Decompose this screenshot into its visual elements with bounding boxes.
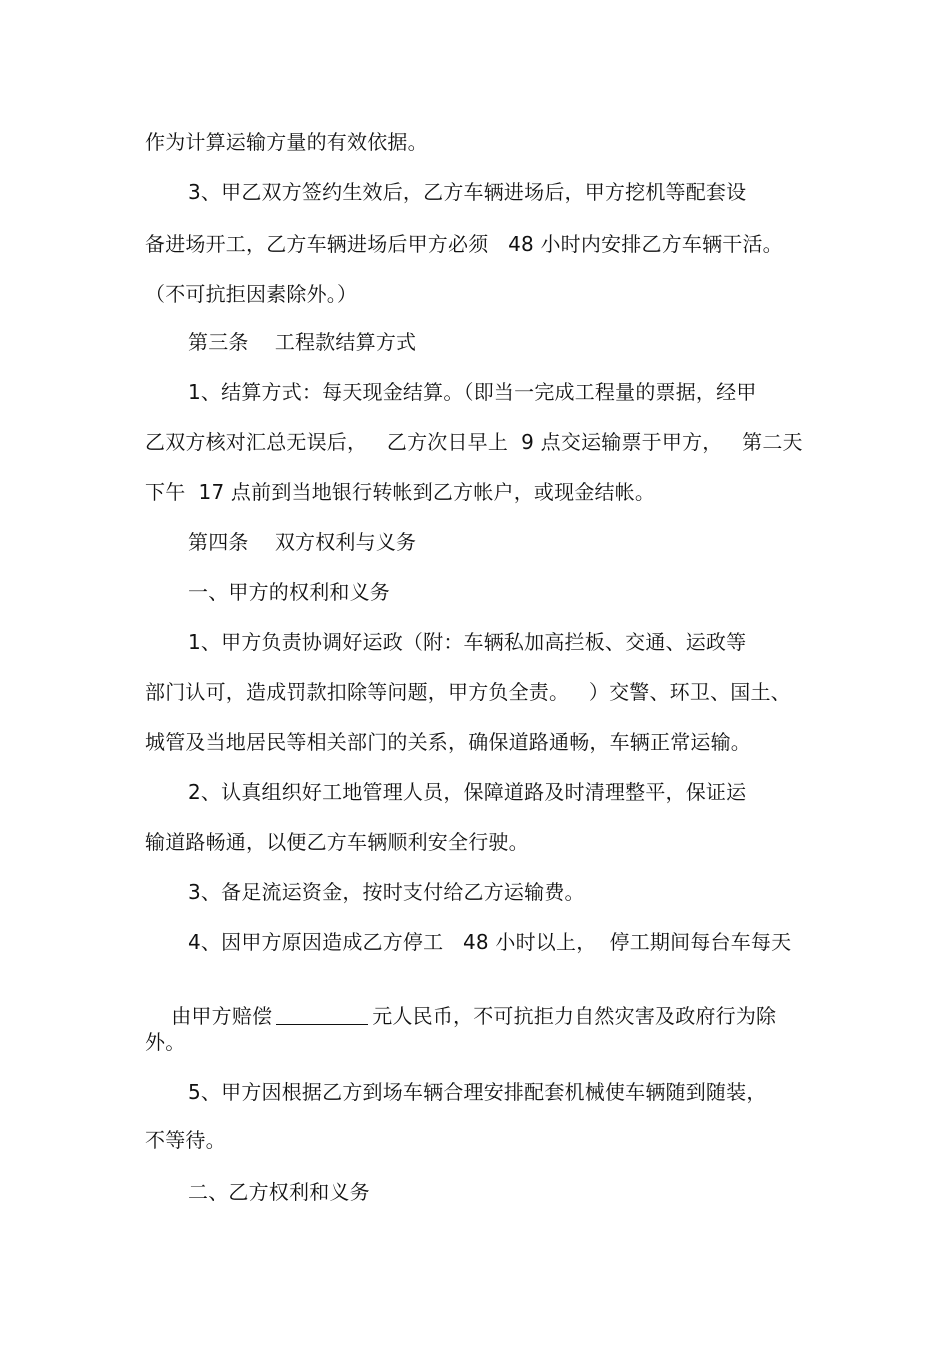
text-line: 输道路畅通，以便乙方车辆顺利安全行驶。	[145, 830, 529, 854]
subsection-heading: 二、乙方权利和义务	[188, 1180, 370, 1204]
section-heading: 第四条 双方权利与义务	[188, 530, 417, 554]
subsection-heading: 一、甲方的权利和义务	[188, 580, 390, 604]
fill-in-blank	[276, 1006, 368, 1025]
text-line: 5、甲方因根据乙方到场车辆合理安排配套机械使车辆随到随装，	[188, 1080, 767, 1104]
text-line: （不可抗拒因素除外。）	[145, 282, 358, 306]
text-line: 乙双方核对汇总无误后， 乙方次日早上 9 点交运输票于甲方， 第二天	[145, 430, 803, 454]
text-line: 不等待。	[145, 1128, 226, 1152]
text-line: 2、认真组织好工地管理人员，保障道路及时清理整平，保证运	[188, 780, 747, 804]
text-line: 3、甲乙双方签约生效后，乙方车辆进场后，甲方挖机等配套设	[188, 180, 747, 204]
text-line: 1、结算方式：每天现金结算。（即当一完成工程量的票据，经甲	[188, 380, 757, 404]
text-line: 下午 17 点前到当地银行转帐到乙方帐户，或现金结帐。	[145, 480, 656, 504]
section-heading: 第三条 工程款结算方式	[188, 330, 417, 354]
text-line	[145, 980, 776, 1052]
text-line: 4、因甲方原因造成乙方停工 48 小时以上， 停工期间每台车每天	[188, 930, 792, 954]
text-segment: 元人民币，不可抗拒力自然灾害及政府行为除	[372, 1004, 777, 1028]
text-line: 1、甲方负责协调好运政（附：车辆私加高拦板、交通、运政等	[188, 630, 747, 654]
text-line: 作为计算运输方量的有效依据。	[145, 130, 428, 154]
text-line: 外。	[145, 1030, 186, 1054]
text-line: 部门认可，造成罚款扣除等问题，甲方负全责。 ）交警、环卫、国土、	[145, 680, 791, 704]
text-line: 3、备足流运资金，按时支付给乙方运输费。	[188, 880, 585, 904]
text-line: 城管及当地居民等相关部门的关系，确保道路通畅，车辆正常运输。	[145, 730, 751, 754]
text-line: 备进场开工，乙方车辆进场后甲方必须 48 小时内安排乙方车辆干活。	[145, 232, 783, 256]
text-segment: 由甲方赔偿	[171, 1004, 273, 1028]
